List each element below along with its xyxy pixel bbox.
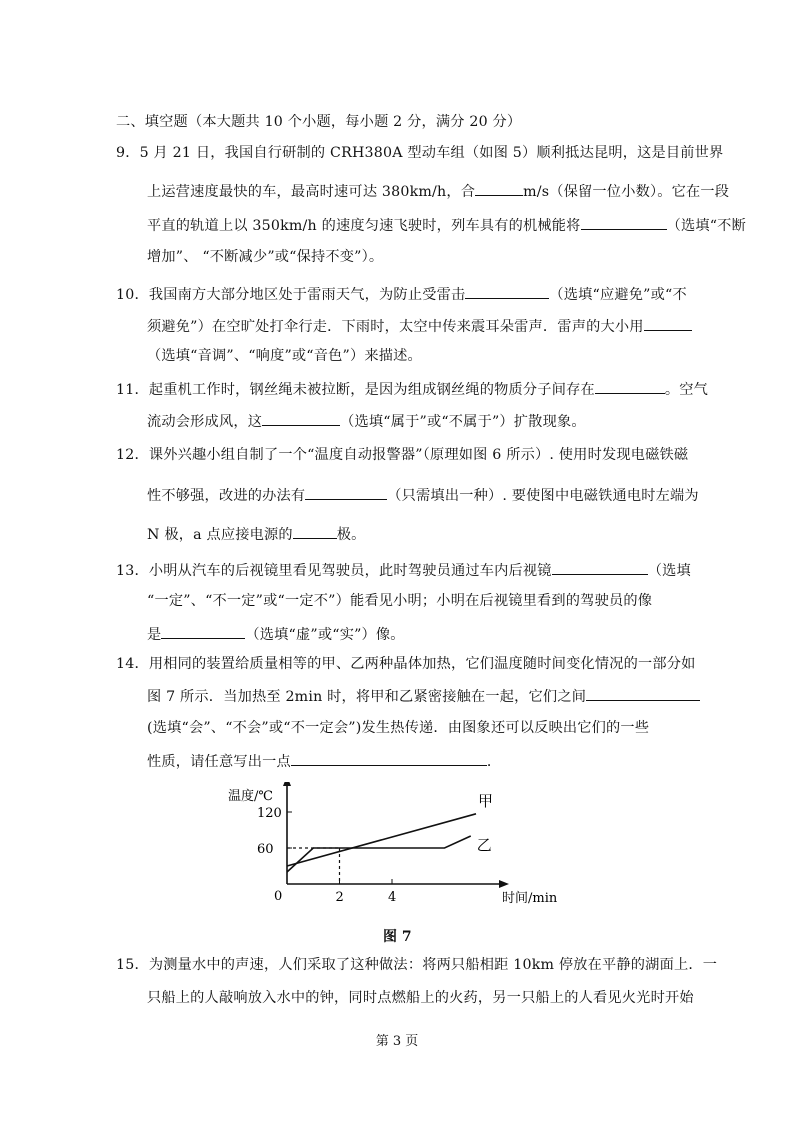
q14-text-1: 用相同的装置给质量相等的甲、乙两种晶体加热，它们温度随时间变化情况的一部分如 (148, 656, 696, 672)
q14-line-3: (选填“会”、“不会”或“不一定会”)发生热传递．由图象还可以反映出它们的一些 (147, 720, 650, 736)
q13-answer-blank-2[interactable] (161, 624, 245, 639)
section-title: 二、填空题（本大题共 10 个小题，每小题 2 分，满分 20 分） (116, 114, 522, 130)
q13-answer-blank-1[interactable] (552, 560, 648, 575)
q11-text-2b: （选填“属于”或“不属于”）扩散现象。 (340, 414, 586, 430)
q14-answer-blank-2[interactable] (291, 751, 487, 766)
q11-number: 11． (116, 382, 149, 398)
q12-text-2a: 性不够强，改进的办法有 (147, 488, 306, 504)
q12-text-3b: 极。 (336, 527, 366, 543)
q12-text-2b: （只需填出一种）. 要使图中电磁铁通电时左端为 (387, 488, 699, 504)
q9-text-3b: （选填“不断 (666, 218, 746, 234)
q11-answer-blank-2[interactable] (262, 411, 340, 426)
q15-line-1 (116, 956, 717, 974)
q13-text-3a: 是 (147, 627, 162, 643)
q15-number: 15． (116, 957, 149, 973)
x-tick-label: 4 (388, 890, 397, 905)
q12-text-3a: N 极，a 点应接电源的 (147, 527, 293, 543)
q12-line-2 (147, 485, 699, 505)
y-tick-label: 60 (257, 842, 274, 857)
q14-text-4a: 性质，请任意写出一点 (147, 754, 291, 770)
q14-text-4b: ． (486, 754, 502, 770)
series-line-jia (287, 814, 476, 866)
q11-text-2a: 流动会形成风，这 (147, 414, 263, 430)
q13-line-1 (116, 560, 691, 580)
q15-text-1: 为测量水中的声速，人们采取了这种做法：将两只船相距 10km 停放在平静的湖面上．一 (148, 957, 718, 973)
q10-line-1 (116, 284, 687, 304)
q11-text-1a: 起重机工作时，钢丝绳未被拉断，是因为组成钢丝绳的物质分子间存在 (148, 382, 595, 398)
q9-line-3 (147, 215, 746, 235)
q13-line-3 (147, 624, 405, 644)
x-axis-arrow (499, 880, 509, 888)
q10-answer-blank-2[interactable] (644, 316, 692, 331)
q10-line-2 (147, 316, 692, 336)
q9-text-2a: 上运营速度最快的车，最高时速可达 380km/h，合 (147, 184, 476, 200)
q12-line-1 (116, 446, 688, 464)
y-axis-arrow (283, 782, 291, 786)
q9-text-2b: m/s（保留一位小数）。它在一段 (523, 184, 730, 200)
q10-answer-blank-1[interactable] (465, 284, 549, 299)
y-tick-label: 120 (257, 806, 282, 821)
q11-text-1b: 。空气 (664, 382, 709, 398)
q14-number: 14． (116, 656, 149, 672)
q12-line-3 (147, 524, 366, 544)
q12-answer-blank-2[interactable] (293, 524, 337, 539)
chart-xlabel: 时间/min (502, 891, 558, 906)
q15-line-2: 只船上的人敲响放入水中的钟，同时点燃船上的火药，另一只船上的人看见火光时开始 (147, 990, 694, 1006)
q9-line-2 (147, 181, 729, 201)
q13-number: 13． (116, 563, 149, 579)
q10-text-1b: （选填“应避免”或“不 (549, 287, 687, 303)
q11-answer-blank-1[interactable] (595, 379, 665, 394)
q9-text-1: 5 月 21 日，我国自行研制的 CRH380A 型动车组（如图 5）顺利抵达昆明，这是目前世界 (139, 145, 724, 161)
series-label-yi: 乙 (476, 836, 492, 854)
q9-answer-blank-2[interactable] (581, 215, 667, 230)
q10-text-1a: 我国南方大部分地区处于雷雨天气，为防止受雷击 (148, 287, 466, 303)
q13-text-1a: 小明从汽车的后视镜里看见驾驶员，此时驾驶员通过车内后视镜 (148, 563, 552, 579)
q9-line-1 (116, 144, 723, 162)
q14-line-4 (147, 751, 501, 771)
q10-line-3: （选填“音调”、“响度”或“音色”）来描述。 (147, 348, 422, 364)
q9-line-4: 增加”、 “不断减少”或“保持不变”）。 (147, 249, 384, 265)
q12-text-1: 课外兴趣小组自制了一个“温度自动报警器”（原理如图 6 所示）. 使用时发现电磁铁磁 (148, 447, 689, 463)
x-tick-label: 2 (335, 890, 344, 905)
q11-line-1 (116, 379, 708, 399)
q11-line-2 (147, 411, 586, 431)
q10-number: 10． (116, 287, 149, 303)
q14-answer-blank-1[interactable] (586, 686, 700, 701)
q9-text-3a: 平直的轨道上以 350km/h 的速度匀速飞驶时，列车具有的机械能将 (147, 218, 581, 234)
q14-line-1 (116, 655, 696, 673)
q14-line-2 (147, 686, 700, 706)
temperature-time-chart (220, 782, 580, 912)
q13-text-3b: （选填“虚”或“实”）像。 (245, 627, 405, 643)
q13-text-1b: （选填 (647, 563, 691, 579)
q12-number: 12． (116, 447, 149, 463)
q9-answer-blank-1[interactable] (475, 181, 523, 196)
q14-text-2a: 图 7 所示．当加热至 2min 时，将甲和乙紧密接触在一起，它们之间 (147, 689, 587, 705)
q12-answer-blank-1[interactable] (305, 485, 387, 500)
q9-number: 9． (116, 145, 140, 161)
q13-line-2: “一定”、“不一定”或“一定不”）能看见小明；小明在后视镜里看到的驾驶员的像 (147, 593, 653, 609)
page-number: 第 3 页 (375, 1034, 419, 1049)
tick-label-origin: 0 (274, 889, 283, 904)
figure-caption: 图 7 (383, 929, 412, 945)
q10-text-2: 须避免”）在空旷处打伞行走．下雨时，太空中传来震耳朵雷声．雷声的大小用 (147, 319, 644, 335)
series-label-jia: 甲 (478, 791, 494, 810)
chart-ylabel: 温度/℃ (228, 789, 273, 804)
